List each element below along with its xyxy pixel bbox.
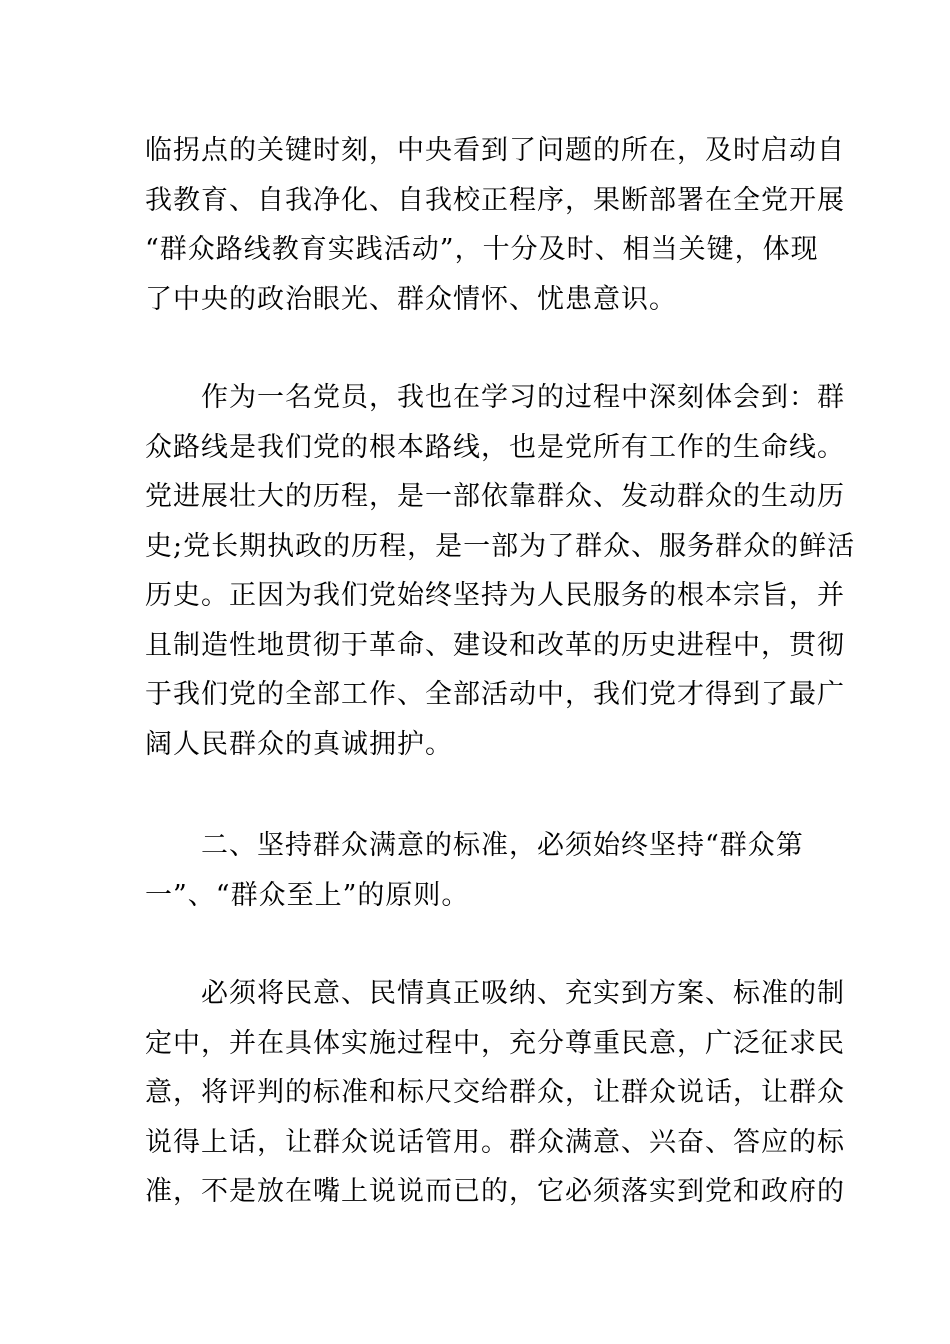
text-line: “群众路线教育实践活动”，十分及时、相当关键，体现 xyxy=(145,234,819,265)
text-line: 我教育、自我净化、自我校正程序，果断部署在全党开展 xyxy=(145,184,845,216)
paragraph-3 xyxy=(145,821,810,920)
text-line: 二、坚持群众满意的标准，必须始终坚持“群众第 xyxy=(201,830,804,861)
text-line: 史;党长期执政的历程，是一部为了群众、服务群众的鲜活 xyxy=(145,530,856,562)
paragraph-4 xyxy=(145,969,845,1217)
text-line: 一”、“群众至上”的原则。 xyxy=(145,879,470,911)
text-line: 于我们党的全部工作、全部活动中，我们党才得到了最广 xyxy=(145,679,845,710)
paragraph-2 xyxy=(145,373,856,769)
text-line: 意，将评判的标准和标尺交给群众，让群众说话，让群众 xyxy=(145,1077,845,1108)
text-line: 准，不是放在嘴上说说而已的，它必须落实到党和政府的 xyxy=(145,1176,845,1207)
text-line: 了中央的政治眼光、群众情怀、忧患意识。 xyxy=(145,283,677,315)
text-line: 必须将民意、民情真正吸纳、充实到方案、标准的制 xyxy=(201,978,845,1009)
text-line: 定中，并在具体实施过程中，充分尊重民意，广泛征求民 xyxy=(145,1027,845,1059)
text-line: 且制造性地贯彻于革命、建设和改革的历史进程中，贯彻 xyxy=(145,629,845,661)
text-line: 作为一名党员，我也在学习的过程中深刻体会到：群 xyxy=(201,382,845,413)
text-line: 众路线是我们党的根本路线，也是党所有工作的生命线。 xyxy=(145,431,845,463)
text-line: 阔人民群众的真诚拥护。 xyxy=(145,728,453,760)
text-line: 党进展壮大的历程，是一部依靠群众、发动群众的生动历 xyxy=(145,481,845,512)
text-line: 说得上话，让群众说话管用。群众满意、兴奋、答应的标 xyxy=(145,1126,845,1158)
paragraph-1 xyxy=(145,126,845,324)
text-line: 历史。正因为我们党始终坚持为人民服务的根本宗旨，并 xyxy=(145,580,845,611)
text-line: 临拐点的关键时刻，中央看到了问题的所在，及时启动自 xyxy=(145,135,845,166)
